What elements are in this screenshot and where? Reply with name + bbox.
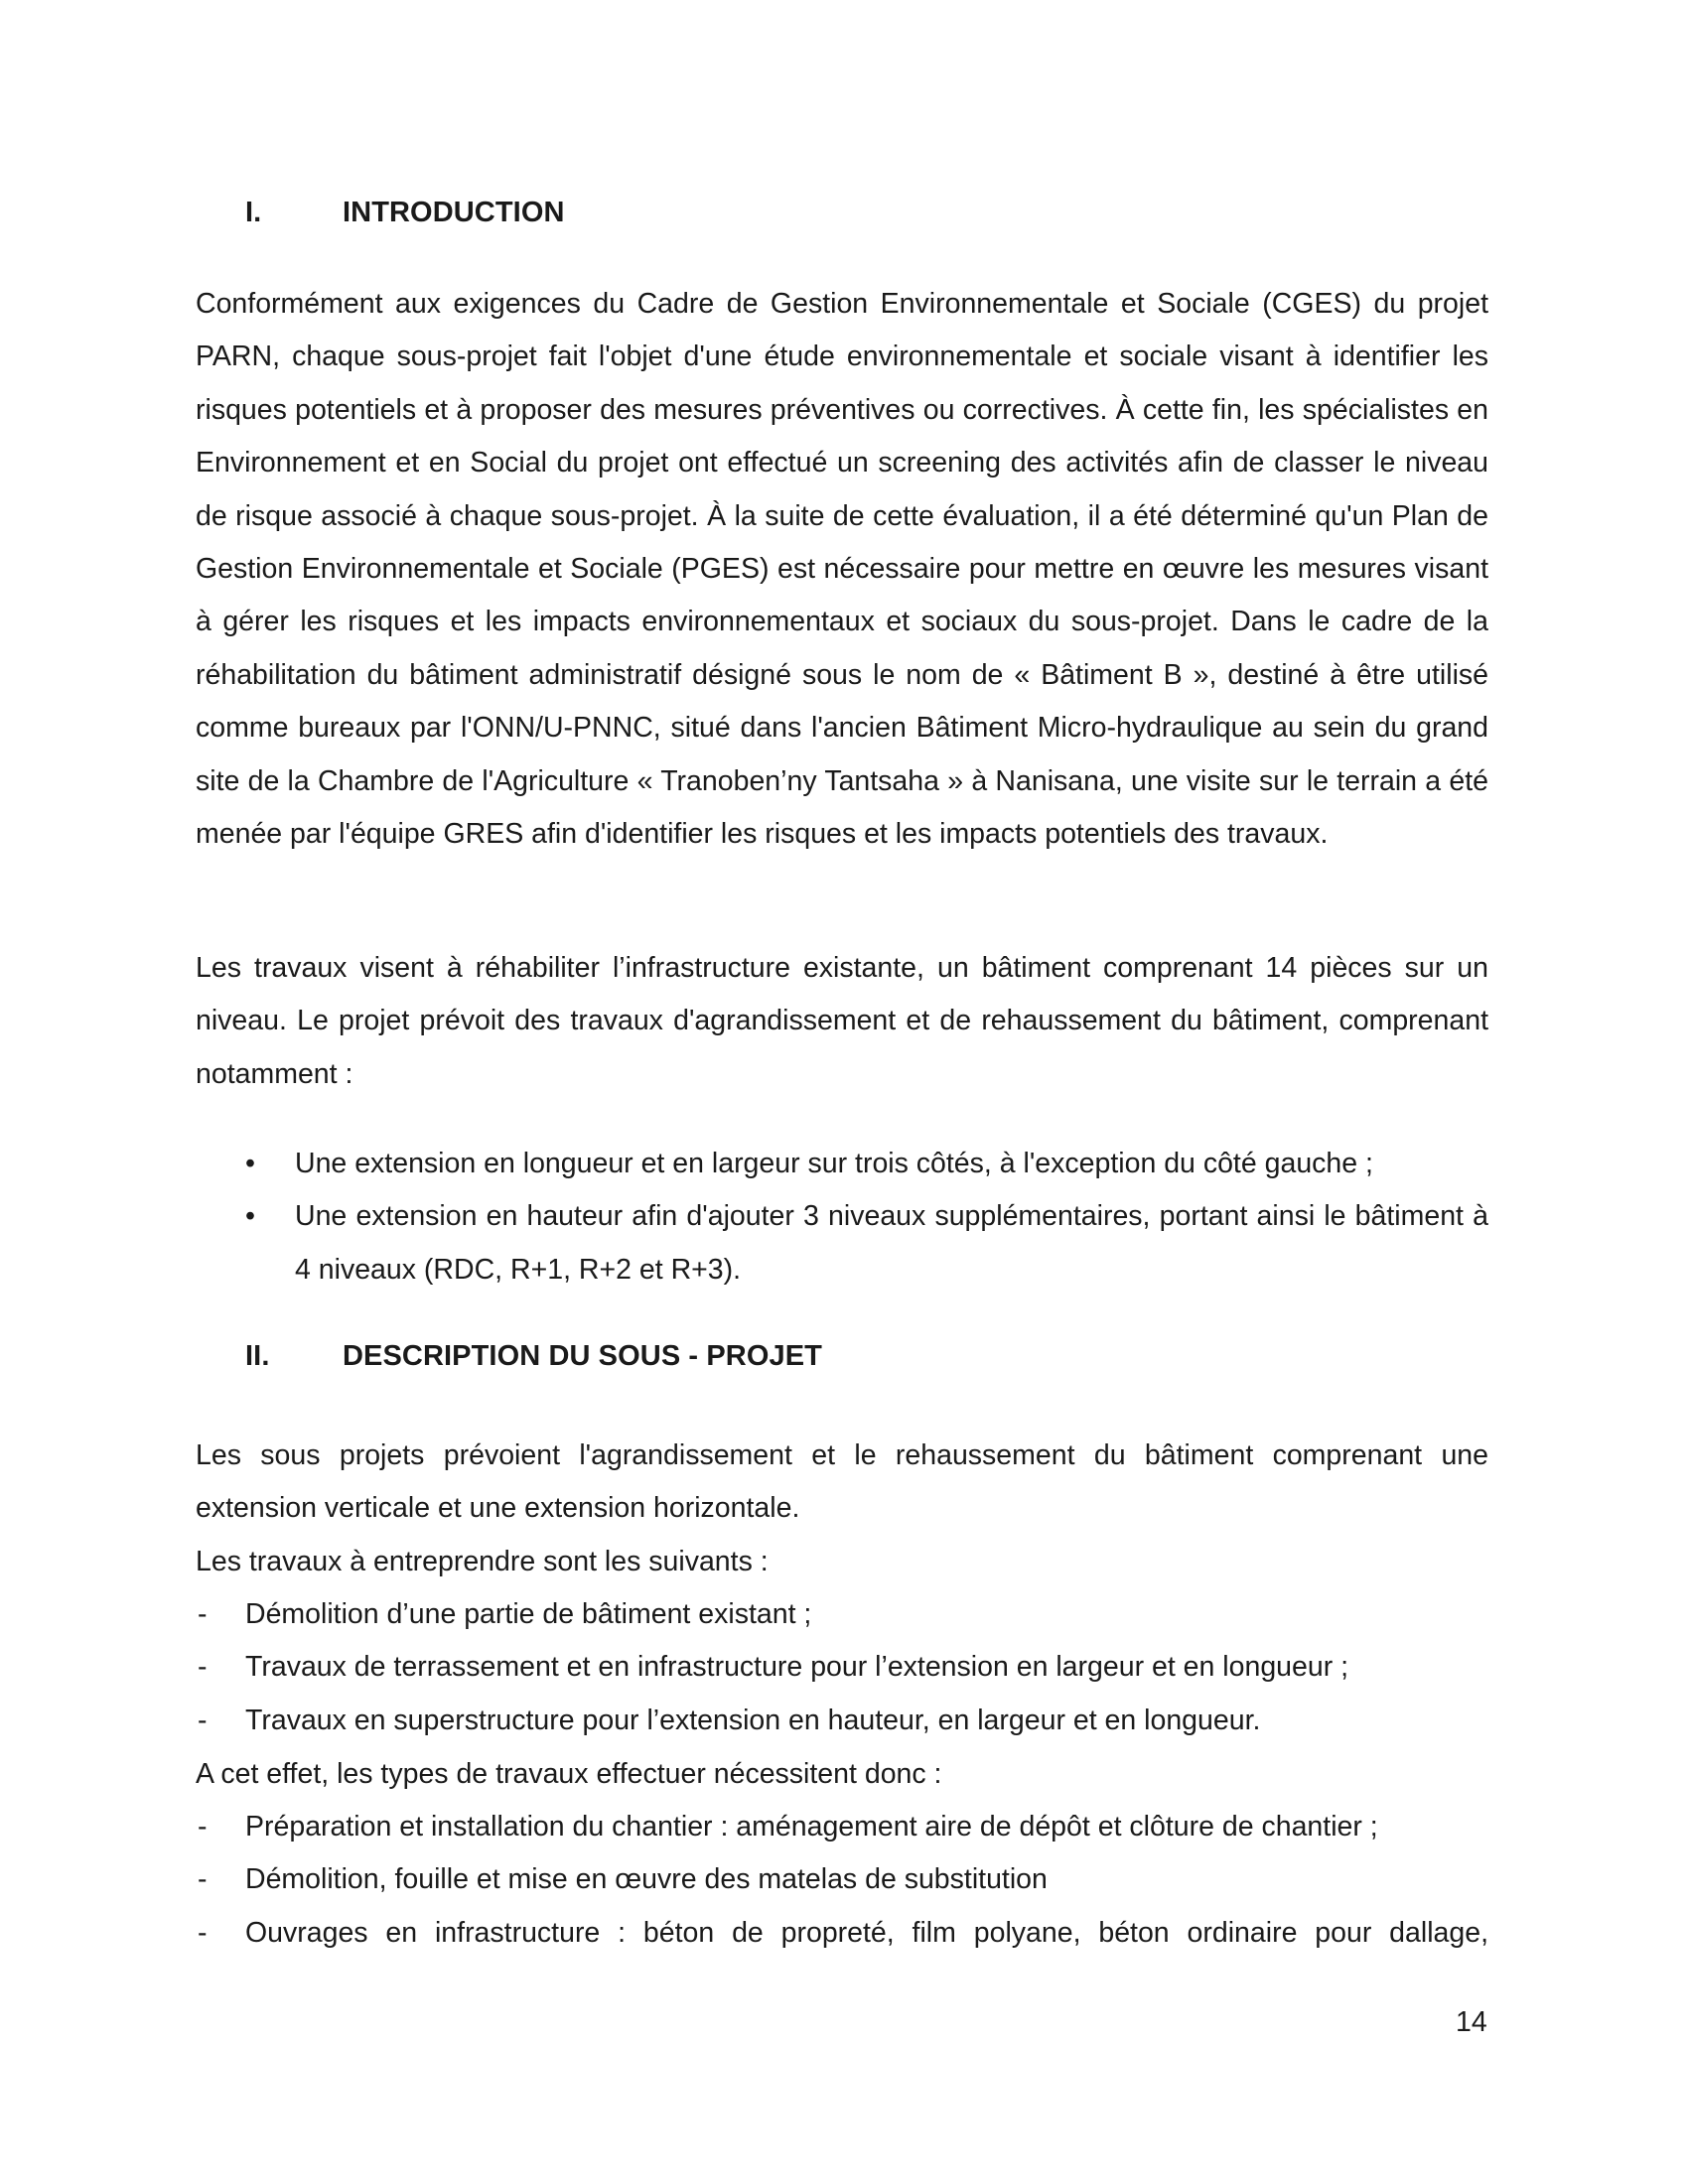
dash-icon: - [198,1704,208,1736]
list-item-text: Démolition, fouille et mise en œuvre des matelas de substitution [245,1863,1048,1896]
section-number: I. [245,197,262,228]
dash-icon: - [198,1651,208,1684]
works-dash-list [196,1588,1488,1747]
work-types-intro: A cet effet, les types de travaux effectuer nécessitent donc : [196,1758,942,1790]
bullet-icon: • [245,1148,255,1179]
introduction-paragraph: Conformément aux exigences du Cadre de Gestion Environnementale et Sociale (CGES) du projet PARN, chaque sous-projet fait l'objet d'une étude environnementale et sociale visant à identifier les risques potentiels et à proposer des mesures préventives ou correctives. À cette fin, les spécialistes en Environnement et en Social du projet ont effectué un screening des activités afin de classer le niveau de risque associé à chaque sous-projet. À la suite de cette évaluation, il a été déterminé qu'un Plan de Gestion Environnementale et Sociale (PGES) est nécessaire pour mettre en œuvre les mesures visant à gérer les risques et les impacts environnementaux et sociaux du sous-projet. Dans le cadre de la réhabilitation du bâtiment administratif désigné sous le nom de « Bâtiment B », destiné à être utilisé comme bureaux par l'ONN/U-PNNC, situé dans l'ancien Bâtiment Micro-hydraulique au sein du grand site de la Chambre de l'Agriculture « Tranoben’ny Tantsaha » à Nanisana, une visite sur le terrain a été menée par l'équipe GRES afin d'identifier les risques et les impacts potentiels des travaux. [196,288,1488,851]
section-title: DESCRIPTION DU SOUS - PROJET [343,1340,822,1372]
list-item-text: Préparation et installation du chantier : aménagement aire de dépôt et clôture de chantier ; [245,1811,1378,1843]
list-item [196,1853,1488,1906]
bullet-icon: • [245,1200,255,1233]
list-item-text: Une extension en hauteur afin d'ajouter 3 niveaux supplémentaires, portant ainsi le bâtiment à 4 niveaux (RDC, R+1, R+2 et R+3). [295,1200,1488,1286]
dash-icon: - [198,1811,208,1843]
list-item-text: Une extension en longueur et en largeur sur trois côtés, à l'exception du côté gauche ; [295,1148,1373,1179]
list-item-text: Travaux en superstructure pour l’extension en hauteur, en largeur et en longueur. [245,1704,1261,1736]
page-number: 14 [1456,2006,1487,2038]
list-item [196,1190,1488,1297]
list-item [196,1138,1488,1190]
dash-icon: - [198,1598,208,1630]
list-item [196,1695,1488,1747]
dash-icon: - [198,1916,208,1949]
list-item-text: Ouvrages en infrastructure : béton de propreté, film polyane, béton ordinaire pour dallage, [245,1916,1488,1949]
dash-icon: - [198,1863,208,1896]
description-paragraph: Les sous projets prévoient l'agrandissement et le rehaussement du bâtiment comprenant une extension verticale et une extension horizontale. [196,1439,1488,1525]
works-list-intro: Les travaux à entreprendre sont les suivants : [196,1546,769,1577]
works-paragraph: Les travaux visent à réhabiliter l’infrastructure existante, un bâtiment comprenant 14 pièces sur un niveau. Le projet prévoit des travaux d'agrandissement et de rehaussement du bâtiment, comprenant notamment : [196,952,1488,1090]
extension-bullet-list [196,1138,1488,1297]
section-number: II. [245,1340,270,1372]
list-item [196,1907,1488,1960]
list-item-text: Démolition d’une partie de bâtiment existant ; [245,1598,812,1630]
list-item [196,1588,1488,1641]
list-item [196,1801,1488,1853]
work-types-dash-list [196,1801,1488,1960]
list-item [196,1641,1488,1694]
list-item-text: Travaux de terrassement et en infrastructure pour l’extension en largeur et en longueur ; [245,1651,1349,1684]
section-title: INTRODUCTION [343,197,565,228]
